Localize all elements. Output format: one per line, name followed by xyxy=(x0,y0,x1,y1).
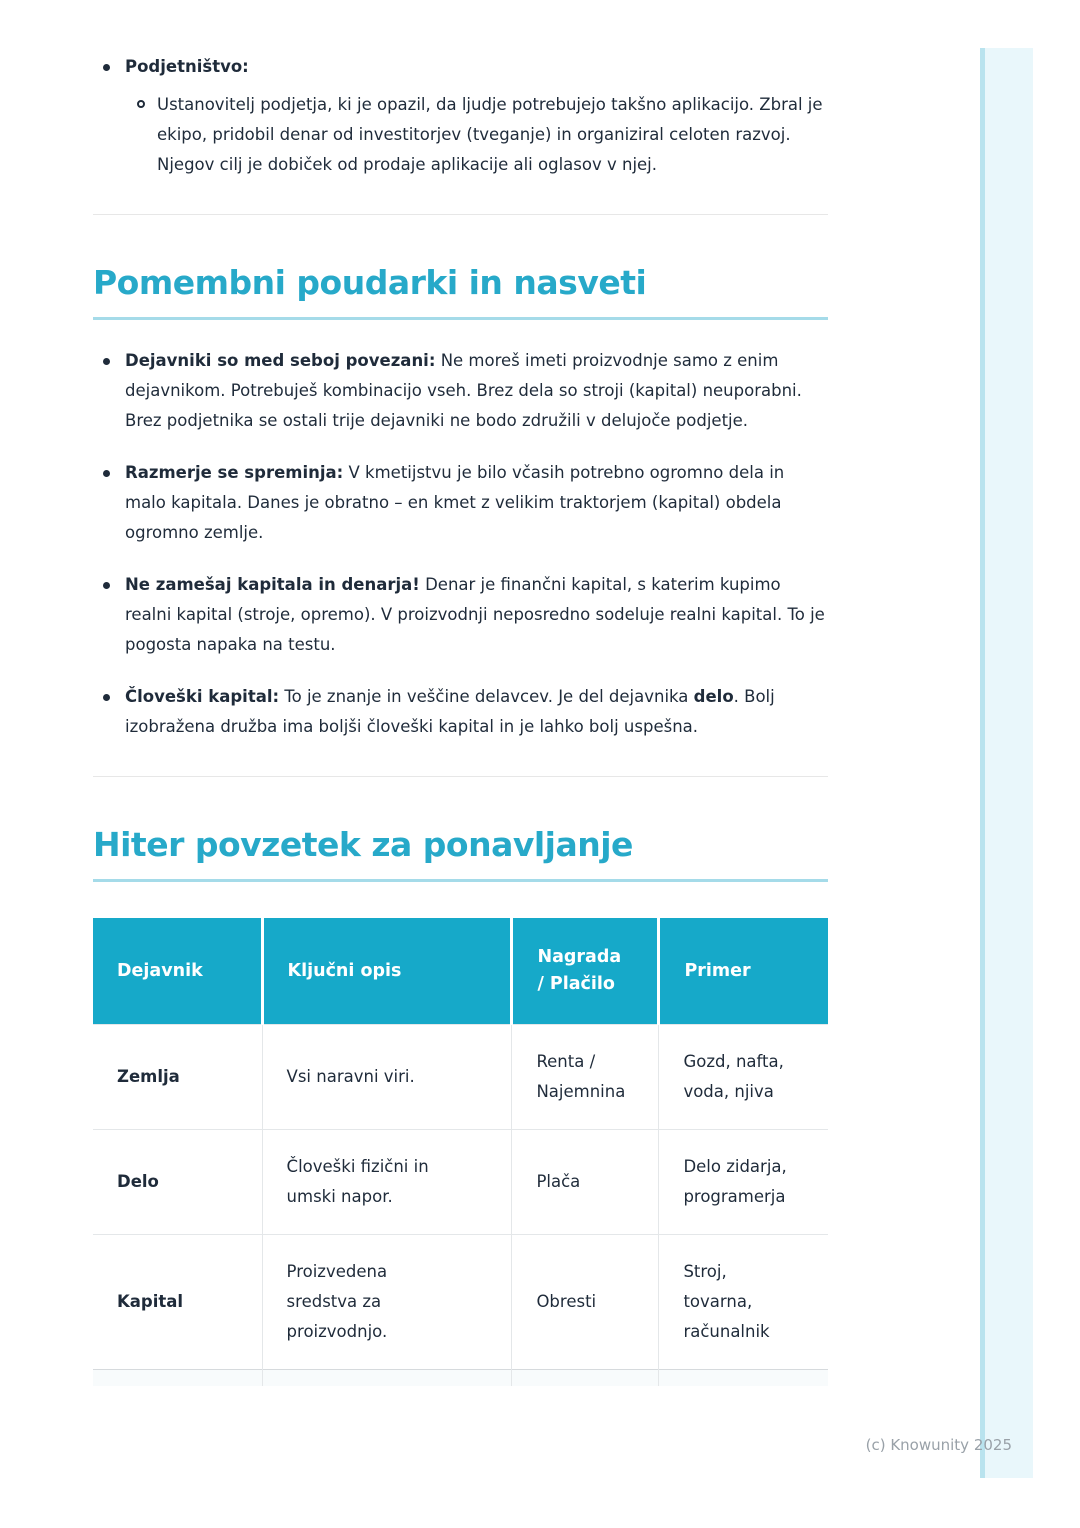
list-item xyxy=(93,52,828,82)
intro-list xyxy=(93,0,828,180)
intro-sub-list xyxy=(137,90,828,180)
table-cell: Delo xyxy=(93,1130,262,1235)
section-heading-summary: Hiter povzetek za ponavljanje xyxy=(93,825,633,864)
list-item xyxy=(137,90,828,180)
table-cell: Stroj, tovarna, računalnik xyxy=(659,1235,828,1370)
bullet-dot-icon xyxy=(103,470,110,477)
regular-text: . Bolj izobražena družba ima boljši človeški kapital in je lahko bolj uspešna. xyxy=(125,687,775,736)
regular-text: Denar je finančni kapital, s katerim kupimo realni kapital (stroje, opremo). V proizvodnji neposredno sodeluje realni kapital. To je pogosta napaka na testu. xyxy=(125,575,825,654)
bold-text: Ne zamešaj kapitala in denarja! xyxy=(125,575,420,594)
table-cell: Renta / Najemnina xyxy=(512,1025,659,1130)
regular-text: Ne moreš imeti proizvodnje samo z enim dejavnikom. Potrebuješ kombinacijo vseh. Brez dela so stroji (kapital) neuporabni. Brez podjetnika se ostali trije dejavniki ne bodo združili v delujoče podjetje. xyxy=(125,351,802,430)
regular-text: To je znanje in veščine delavcev. Je del dejavnika xyxy=(279,687,694,706)
table-cell-partial xyxy=(262,1370,512,1386)
bullet-dot-icon xyxy=(103,358,110,365)
table-cell: Človeški fizični in umski napor. xyxy=(262,1130,512,1235)
bullet-circle-icon xyxy=(137,100,145,108)
table-cell: Delo zidarja, programerja xyxy=(659,1130,828,1235)
table-cell: Obresti xyxy=(512,1235,659,1370)
table-header-cell: Nagrada / Plačilo xyxy=(512,918,659,1025)
section-divider xyxy=(93,776,828,777)
bold-text: Dejavniki so med seboj povezani: xyxy=(125,351,436,370)
bold-text: delo xyxy=(693,687,734,706)
table-header-cell: Ključni opis xyxy=(262,918,512,1025)
table-cell-partial xyxy=(93,1370,262,1386)
table-body xyxy=(93,1025,828,1386)
table-header-cell: Primer xyxy=(659,918,828,1025)
list-item-text xyxy=(125,458,828,548)
table-cell: Gozd, nafta, voda, njiva xyxy=(659,1025,828,1130)
list-item xyxy=(93,458,828,548)
summary-table xyxy=(93,918,828,1386)
bullet-dot-icon xyxy=(103,64,110,71)
list-item-text: Ustanovitelj podjetja, ki je opazil, da ljudje potrebujejo takšno aplikacijo. Zbral je ekipo, pridobil denar od investitorjev (tveganje) in organiziral celoten razvoj. Njegov cilj je dobiček od prodaje aplikacije ali oglasov v njej. xyxy=(157,95,823,174)
table-header-row xyxy=(93,918,828,1025)
bullet-dot-icon xyxy=(103,694,110,701)
section-heading-key-points: Pomembni poudarki in nasveti xyxy=(93,263,647,302)
table-cell-partial xyxy=(512,1370,659,1386)
list-item-text xyxy=(125,346,828,436)
list-item xyxy=(93,346,828,436)
right-accent-bar xyxy=(980,48,1033,1478)
table-cell: Kapital xyxy=(93,1235,262,1370)
table-row xyxy=(93,1235,828,1370)
key-points-list xyxy=(93,346,828,742)
table-row-partial xyxy=(93,1370,828,1386)
table-row xyxy=(93,1130,828,1235)
table-header-cell: Dejavnik xyxy=(93,918,262,1025)
heading-underline xyxy=(93,879,828,882)
list-item xyxy=(93,570,828,660)
table-row xyxy=(93,1025,828,1130)
list-item xyxy=(93,682,828,742)
bold-text: Človeški kapital: xyxy=(125,687,280,706)
table-cell-partial xyxy=(659,1370,828,1386)
table-cell: Vsi naravni viri. xyxy=(262,1025,512,1130)
section-divider xyxy=(93,214,828,215)
list-item-text xyxy=(125,682,828,742)
page-content xyxy=(93,0,828,1386)
regular-text: V kmetijstvu je bilo včasih potrebno ogromno dela in malo kapitala. Danes je obratno – en kmet z velikim traktorjem (kapital) obdela ogromno zemlje. xyxy=(125,463,785,542)
table-cell: Proizvedena sredstva za proizvodnjo. xyxy=(262,1235,512,1370)
watermark: (c) Knowunity 2025 xyxy=(865,1436,1012,1454)
table-cell: Plača xyxy=(512,1130,659,1235)
intro-title: Podjetništvo: xyxy=(125,57,249,76)
bullet-dot-icon xyxy=(103,582,110,589)
bold-text: Razmerje se spreminja: xyxy=(125,463,344,482)
table-cell: Zemlja xyxy=(93,1025,262,1130)
list-item-text xyxy=(125,570,828,660)
heading-underline xyxy=(93,317,828,320)
